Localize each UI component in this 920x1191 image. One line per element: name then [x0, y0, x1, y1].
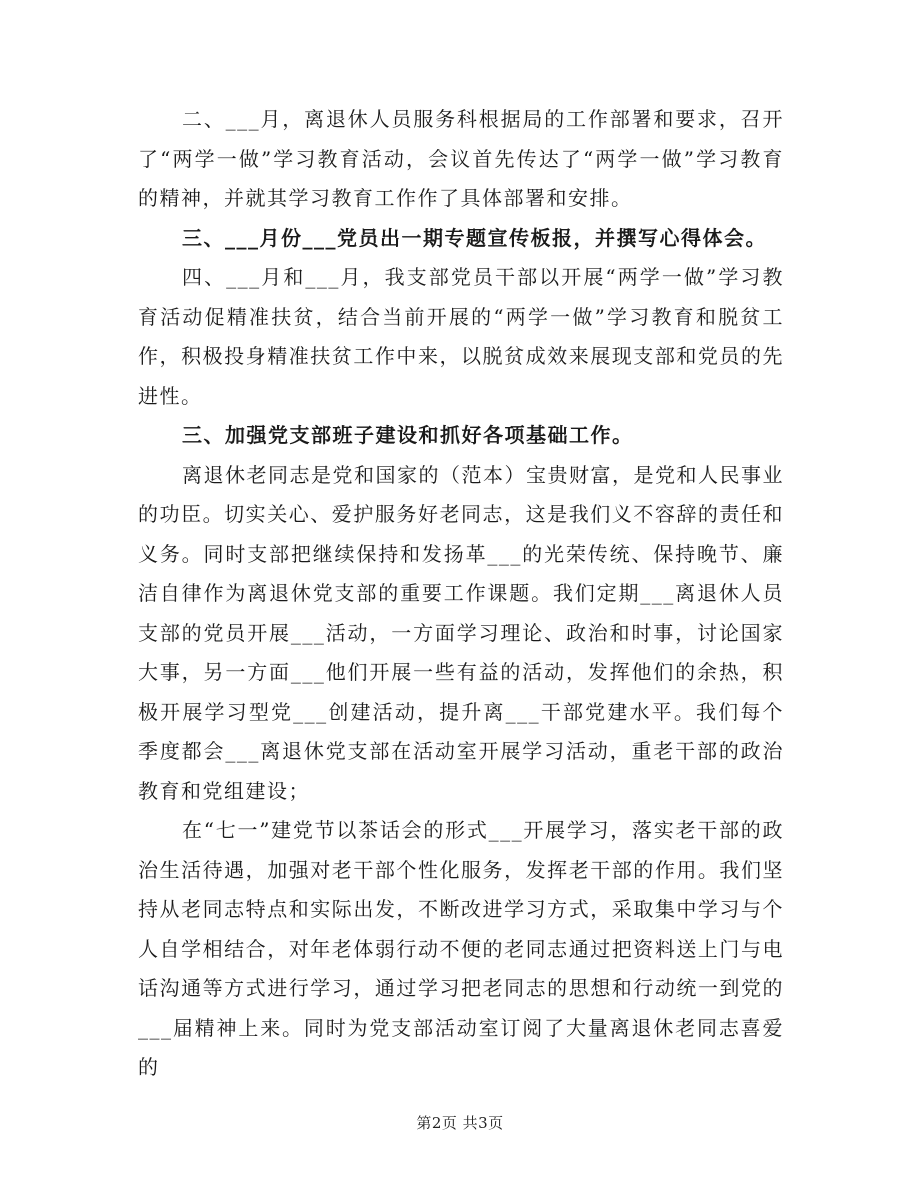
page-number-footer: 第2页 共3页	[416, 1114, 504, 1132]
paragraph-poverty-alleviation: 四、___月和___月，我支部党员干部以开展“两学一做”学习教育活动促精准扶贫，结合当前开展的“两学一做”学习教育和脱贫工作，积极投身精准扶贫工作中来，以脱贫成效来展现支部和党员的先进性。	[138, 265, 784, 408]
section-heading-party-branch: 三、加强党支部班子建设和抓好各项基础工作。	[182, 423, 634, 447]
paragraph-blackboard-heading: 三、___月份___党员出一期专题宣传板报，并撰写心得体会。	[182, 225, 767, 250]
paragraph-retired-comrades: 离退休老同志是党和国家的（范本）宝贵财富，是党和人民事业的功臣。切实关心、爱护服务好老同志，这是我们义不容辞的责任和义务。同时支部把继续保持和发扬革___的光荣传统、保持晚节、廉洁自律作为离退休党支部的重要工作课题。我们定期___离退休人员支部的党员开展___活动，一方面学习理论、政治和时事，讨论国家大事，另一方面___他们开展一些有益的活动，发挥他们的余热，积极开展学习型党___创建活动，提升离___干部党建水平。我们每个季度都会___离退休党支部在活动室开展学习活动，重老干部的政治教育和党组建设；	[138, 462, 784, 803]
paragraph-meeting-deployment: 二、___月，离退休人员服务科根据局的工作部署和要求，召开了“两学一做”学习教育活动，会议首先传达了“两学一做”学习教育的精神，并就其学习教育工作作了具体部署和安排。	[138, 107, 784, 210]
document-body	[138, 100, 784, 1088]
paragraph-july-first: 在“七一”建党节以茶话会的形式___开展学习，落实老干部的政治生活待遇，加强对老干部个性化服务，发挥老干部的作用。我们坚持从老同志特点和实际出发，不断改进学习方式，采取集中学习与个人自学相结合，对年老体弱行动不便的老同志通过把资料送上门与电话沟通等方式进行学习，通过学习把老同志的思想和行动统一到党的___届精神上来。同时为党支部活动室订阅了大量离退休老同志喜爱的	[138, 818, 784, 1079]
